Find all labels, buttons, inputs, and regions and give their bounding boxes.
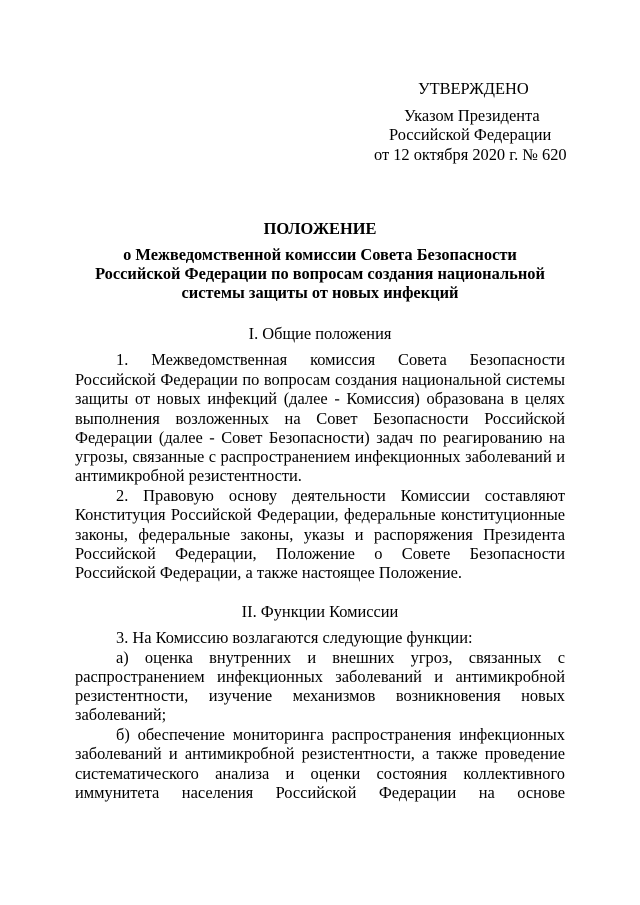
- paragraph-line: Российской Федерации, а также настоящее Положение.: [75, 563, 462, 582]
- approval-date: от 12 октября 2020 г. № 620: [374, 145, 567, 164]
- paragraph-line: 3. На Комиссию возлагаются следующие функции:: [116, 628, 473, 647]
- paragraph-line: выполнения возложенных на Совет Безопасности Российской: [75, 409, 565, 428]
- section-heading: II. Функции Комиссии: [241, 602, 399, 621]
- paragraph-line: Федерации (далее - Совет Безопасности) задач по реагированию на: [75, 428, 565, 447]
- paragraph-line: 2. Правовую основу деятельности Комиссии составляют: [116, 486, 565, 505]
- paragraph-line: Российской Федерации по вопросам создания национальной системы: [75, 370, 565, 389]
- list-item-line: заболеваний;: [75, 705, 167, 724]
- paragraph-line: антимикробной резистентности.: [75, 466, 302, 485]
- approval-line: Российской Федерации: [389, 125, 552, 144]
- list-item-line: распространением инфекционных заболеваний и антимикробной: [75, 667, 565, 686]
- document-subtitle-line: Российской Федерации по вопросам создания национальной: [95, 264, 545, 283]
- list-item-line: а) оценка внутренних и внешних угроз, связанных с: [116, 648, 565, 667]
- paragraph-line: угрозы, связанные с распространением инфекционных заболеваний и: [75, 447, 565, 466]
- list-item-line: заболеваний и антимикробной резистентности, а также проведение: [75, 744, 565, 763]
- document-subtitle-line: системы защиты от новых инфекций: [181, 283, 459, 302]
- paragraph-line: 1. Межведомственная комиссия Совета Безопасности: [116, 350, 565, 369]
- list-item-line: иммунитета населения Российской Федерации на основе: [75, 783, 565, 802]
- list-item-line: систематического анализа и оценки состояния коллективного: [75, 764, 565, 783]
- approval-line: Указом Президента: [404, 106, 540, 125]
- paragraph-line: Конституция Российской Федерации, федеральные конституционные: [75, 505, 565, 524]
- approval-stamp: УТВЕРЖДЕНО: [418, 79, 529, 98]
- list-item-line: б) обеспечение мониторинга распространения инфекционных: [116, 725, 565, 744]
- document-subtitle-line: о Межведомственной комиссии Совета Безопасности: [123, 245, 517, 264]
- paragraph-line: Российской Федерации, Положение о Совете Безопасности: [75, 544, 565, 563]
- paragraph-line: законы, федеральные законы, указы и распоряжения Президента: [75, 525, 565, 544]
- paragraph-line: защиты от новых инфекций (далее - Комиссия) образована в целях: [75, 389, 565, 408]
- document-title: ПОЛОЖЕНИЕ: [263, 219, 377, 238]
- section-heading: I. Общие положения: [248, 324, 392, 343]
- list-item-line: резистентности, изучение механизмов возникновения новых: [75, 686, 565, 705]
